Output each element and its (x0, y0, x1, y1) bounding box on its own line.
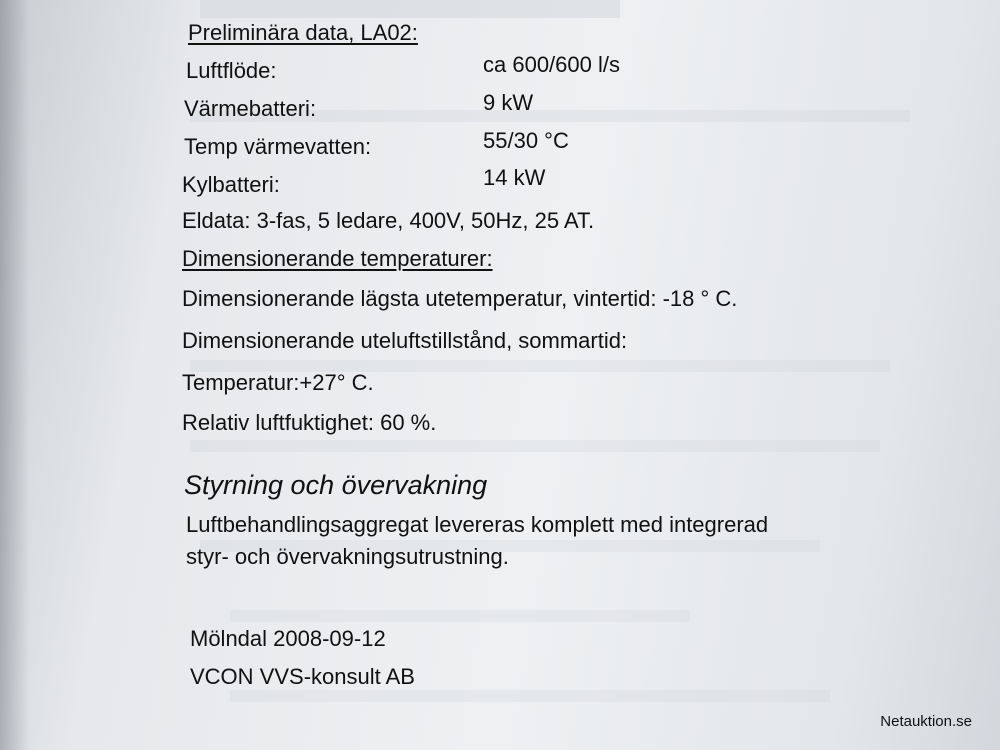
control-description-line-1: Luftbehandlingsaggregat levereras komplett med integrerad (186, 512, 769, 537)
page-edge-shadow (0, 0, 30, 750)
spec-label-heating-water-temp: Temp värmevatten: (184, 134, 372, 159)
summer-temperature-line: Temperatur:+27° C. (182, 370, 374, 395)
section-heading-preliminary-data: Preliminära data, LA02: (188, 20, 418, 45)
relative-humidity-line: Relativ luftfuktighet: 60 %. (182, 410, 437, 435)
spec-value-cooling-coil: 14 kW (483, 165, 546, 190)
section-heading-control-monitoring: Styrning och övervakning (184, 470, 488, 500)
spec-value-heating-coil: 9 kW (483, 90, 534, 115)
place-and-date: Mölndal 2008-09-12 (190, 626, 386, 651)
bleed-through-block-7 (230, 690, 830, 702)
section-heading-design-temperatures: Dimensionerande temperaturer: (182, 246, 493, 271)
spec-label-airflow: Luftflöde: (186, 58, 277, 83)
spec-label-cooling-coil: Kylbatteri: (182, 172, 280, 197)
site-watermark: Netauktion.se (880, 713, 972, 730)
spec-value-airflow: ca 600/600 l/s (483, 52, 620, 77)
winter-design-temperature-line: Dimensionerande lägsta utetemperatur, vintertid: -18 ° C. (182, 286, 738, 311)
spec-value-heating-water-temp: 55/30 °C (483, 128, 569, 153)
bleed-through-block-6 (230, 610, 690, 622)
bleed-through-block-4 (190, 440, 880, 452)
electrical-data-line: Eldata: 3-fas, 5 ledare, 400V, 50Hz, 25 AT. (182, 208, 595, 233)
control-description-line-2: styr- och övervakningsutrustning. (186, 544, 509, 569)
company-name: VCON VVS-konsult AB (190, 664, 415, 689)
bleed-through-block-1 (200, 0, 620, 18)
summer-design-condition-line: Dimensionerande uteluftstillstånd, sommartid: (182, 328, 628, 353)
spec-label-heating-coil: Värmebatteri: (184, 96, 317, 121)
